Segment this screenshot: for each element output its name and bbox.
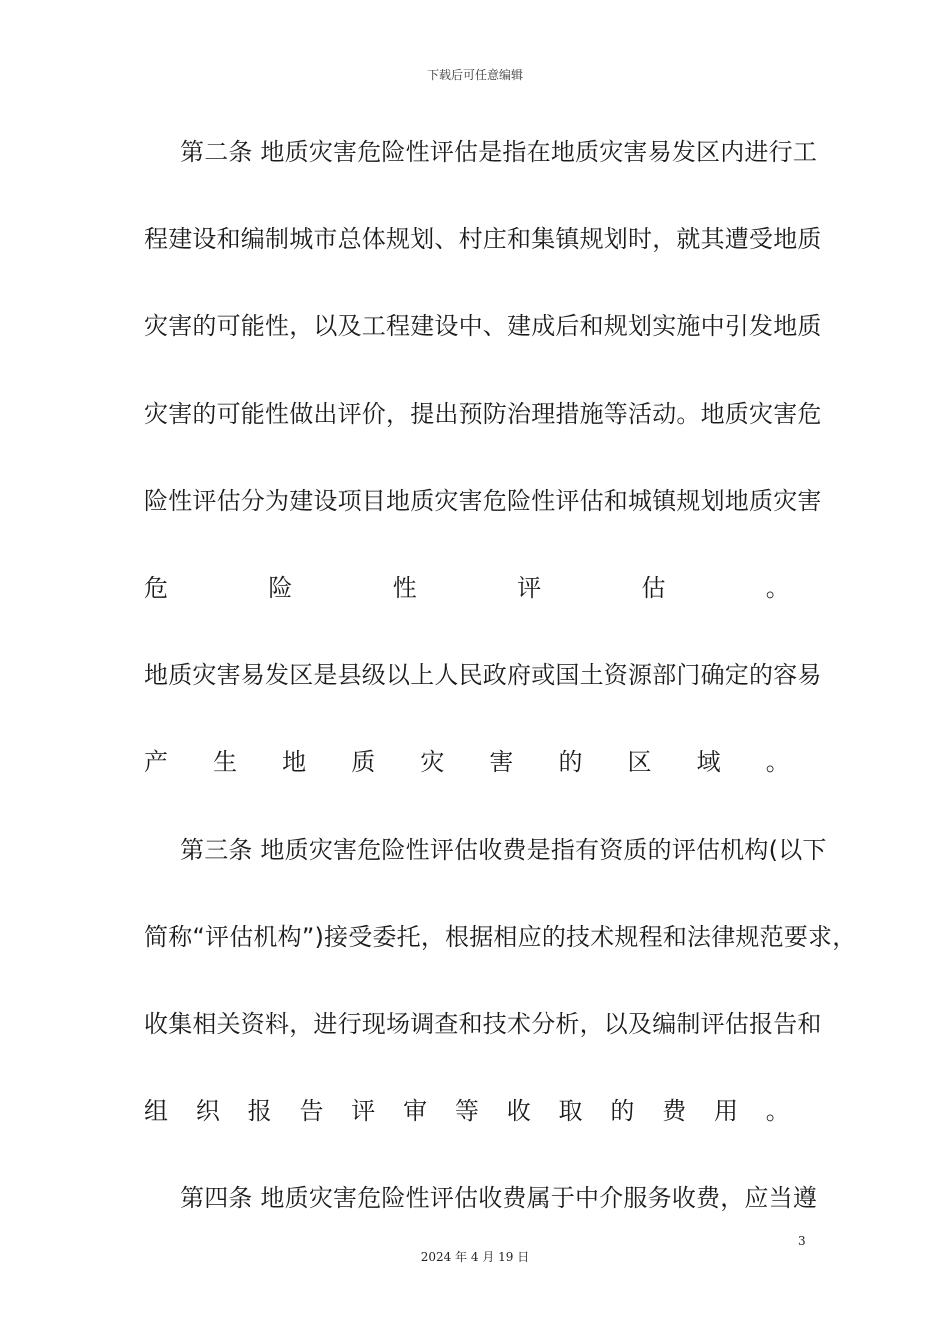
document-body bbox=[144, 130, 857, 1263]
char: 评 bbox=[351, 1097, 376, 1126]
paragraph-line: 第四条 地质灾害危险性评估收费属于中介服务收费，应当遵 bbox=[180, 1184, 818, 1213]
char: 的 bbox=[610, 1097, 635, 1126]
char: 费 bbox=[662, 1097, 687, 1126]
char: 域 bbox=[696, 748, 721, 777]
paragraph-line: 第三条 地质灾害危险性评估收费是指有资质的评估机构(以下 bbox=[180, 835, 827, 864]
char: 报 bbox=[247, 1097, 272, 1126]
char: 收 bbox=[506, 1097, 531, 1126]
char: 织 bbox=[195, 1097, 221, 1126]
paragraph-line: 简称“评估机构”)接受委托，根据相应的技术规程和法律规范要求， bbox=[144, 922, 857, 951]
char: 险 bbox=[268, 573, 293, 602]
char: 取 bbox=[558, 1097, 583, 1126]
paragraph-line: 程建设和编制城市总体规划、村庄和集镇规划时，就其遭受地质 bbox=[144, 225, 822, 254]
char: 审 bbox=[403, 1097, 428, 1126]
paragraph-line: 第二条 地质灾害危险性评估是指在地质灾害易发区内进行工 bbox=[180, 138, 818, 166]
char: 。 bbox=[765, 573, 790, 602]
char: 质 bbox=[351, 748, 376, 777]
char: 。 bbox=[765, 748, 790, 777]
paragraph-line: 地质灾害易发区是县级以上人民政府或国土资源部门确定的容易 bbox=[144, 661, 822, 690]
char: 用 bbox=[713, 1097, 739, 1126]
paragraph-line-justified bbox=[144, 1089, 806, 1176]
char: 危 bbox=[144, 573, 169, 602]
paragraph-line-justified bbox=[144, 740, 806, 827]
page-footer-date: 2024 年 4 月 19 日 bbox=[420, 1250, 530, 1264]
paragraph-line: 险性评估分为建设项目地质灾害危险性评估和城镇规划地质灾害 bbox=[144, 486, 822, 515]
char: 地 bbox=[282, 748, 307, 777]
char: 产 bbox=[144, 748, 169, 777]
char: 估 bbox=[641, 573, 666, 602]
char: 的 bbox=[558, 748, 583, 777]
char: 组 bbox=[144, 1097, 169, 1126]
page-number: 3 bbox=[798, 1234, 806, 1248]
char: 等 bbox=[454, 1097, 480, 1126]
char: 告 bbox=[299, 1097, 324, 1126]
char: 区 bbox=[627, 748, 652, 777]
char: 评 bbox=[517, 573, 542, 602]
char: 害 bbox=[489, 748, 514, 777]
page-header: 下载后可任意编辑 bbox=[426, 68, 523, 82]
paragraph-line: 灾害的可能性做出评价，提出预防治理措施等活动。地质灾害危 bbox=[144, 399, 822, 428]
char: 灾 bbox=[420, 748, 445, 777]
paragraph-line: 收集相关资料，进行现场调查和技术分析，以及编制评估报告和 bbox=[144, 1009, 822, 1038]
char: 生 bbox=[213, 748, 238, 777]
paragraph-line: 灾害的可能性，以及工程建设中、建成后和规划实施中引发地质 bbox=[144, 312, 822, 341]
char: 性 bbox=[392, 573, 417, 602]
char: 。 bbox=[765, 1097, 790, 1126]
paragraph-line-justified bbox=[144, 566, 806, 653]
